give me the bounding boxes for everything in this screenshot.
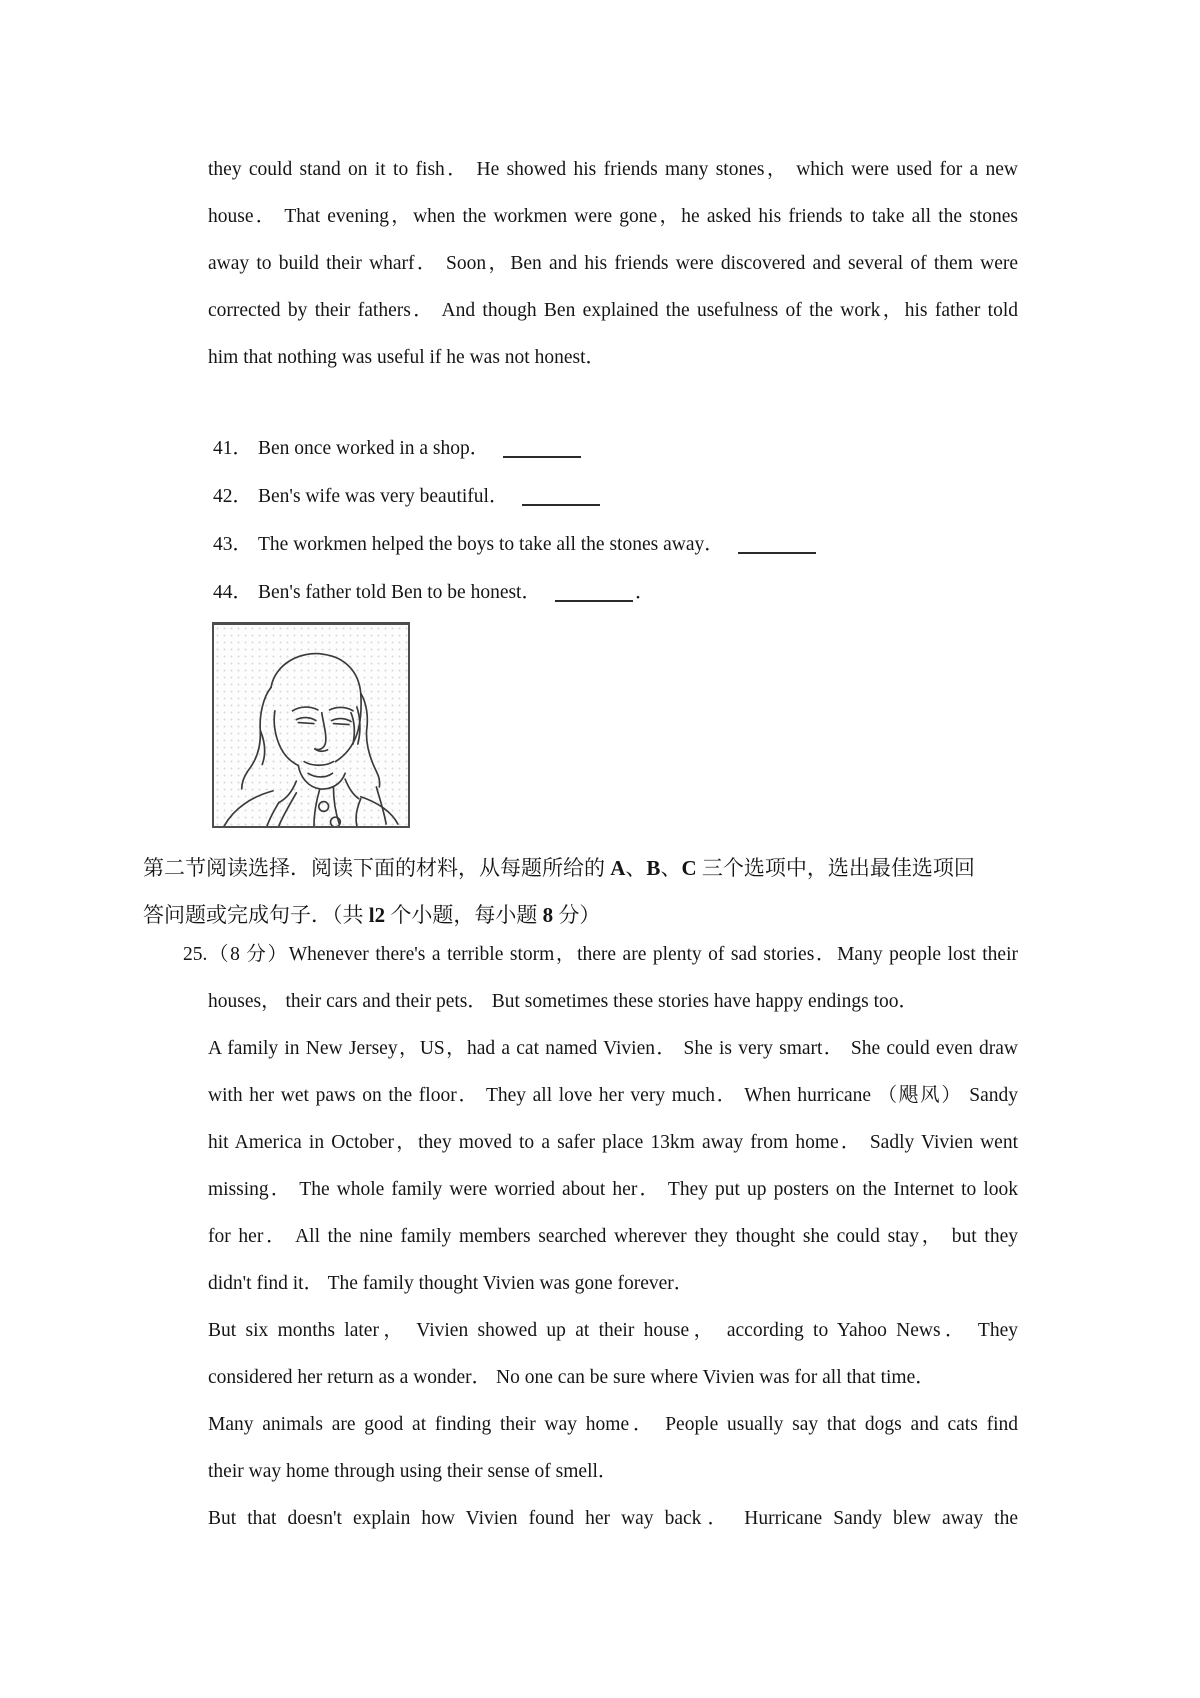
question-number: 44． xyxy=(213,582,253,603)
true-false-questions xyxy=(213,425,1018,617)
header-text: 分） xyxy=(553,903,601,927)
text-line: But that doesn't explain how Vivien found her way back． Hurricane Sandy blew away the xyxy=(208,1508,1018,1529)
header-text: 答问题或完成句子．（共 xyxy=(143,903,369,927)
question-row xyxy=(213,569,1018,617)
header-bold-text: C xyxy=(681,856,697,880)
text-line: houses， their cars and their pets． But sometimes these stories have happy endings too． xyxy=(208,991,918,1012)
text-line: hit America in October，they moved to a safer place 13km away from home． Sadly Vivien went xyxy=(208,1132,1018,1153)
franklin-portrait-figure xyxy=(212,622,410,828)
question-text: Ben's wife was very beautiful． xyxy=(258,486,509,507)
question-number: 43． xyxy=(213,534,253,555)
text-line: their way home through using their sense of smell． xyxy=(208,1461,618,1482)
question-number: 41． xyxy=(213,438,253,459)
text-line: didn't find it． The family thought Vivien was gone forever． xyxy=(208,1273,694,1294)
text-line: away to build their wharf． Soon，Ben and his friends were discovered and several of them were xyxy=(208,253,1018,274)
section-header xyxy=(143,845,1018,939)
question-row xyxy=(213,473,1018,521)
header-bold-text: B xyxy=(646,856,661,880)
text-line: corrected by their fathers． And though Ben explained the usefulness of the work，his father told xyxy=(208,300,1018,321)
header-text: 、 xyxy=(660,856,682,880)
text-line: missing． The whole family were worried about her． They put up posters on the Internet to look xyxy=(208,1179,1018,1200)
question-row xyxy=(213,425,1018,473)
header-text: 三个选项中，选出最佳选项回 xyxy=(696,856,975,880)
reading-passage-25 xyxy=(183,931,1018,1542)
text-line: considered her return as a wonder． No one can be sure where Vivien was for all that time． xyxy=(208,1367,935,1388)
question-row xyxy=(213,521,1018,569)
text-line: they could stand on it to fish． He showed his friends many stones， which were used for a new xyxy=(208,159,1018,180)
text-line: with her wet paws on the floor． They all love her very much． When hurricane （飓风） Sandy xyxy=(208,1085,1018,1106)
header-line xyxy=(143,845,1018,892)
header-bold-text: l2 xyxy=(368,903,386,927)
answer-blank xyxy=(503,444,581,458)
text-line: Many animals are good at finding their way home． People usually say that dogs and cats find xyxy=(208,1414,1018,1435)
question-number: 42． xyxy=(213,486,253,507)
ben-story-paragraph xyxy=(208,146,1018,381)
header-text: 个小题，每小题 xyxy=(385,903,543,927)
question-text: Ben once worked in a shop． xyxy=(258,438,490,459)
question-text: Ben's father told Ben to be honest． xyxy=(258,582,541,603)
text-line: But six months later， Vivien showed up at their house， according to Yahoo News． They xyxy=(208,1320,1018,1341)
text-line: house． That evening，when the workmen were gone，he asked his friends to take all the stones xyxy=(208,206,1018,227)
text-line: 25.（8 分）Whenever there's a terrible storm，there are plenty of sad stories．Many people lost their xyxy=(183,944,1018,965)
text-line: him that nothing was useful if he was not honest． xyxy=(208,347,605,368)
header-text: 、 xyxy=(625,856,647,880)
answer-blank xyxy=(738,540,816,554)
answer-blank xyxy=(555,588,633,602)
franklin-portrait-sketch-icon xyxy=(214,625,408,826)
question-tail: ． xyxy=(634,582,655,603)
text-line: A family in New Jersey，US，had a cat named Vivien． She is very smart． She could even draw xyxy=(208,1038,1018,1059)
text-line: for her． All the nine family members searched wherever they thought she could stay， but they xyxy=(208,1226,1018,1247)
header-bold-text: A xyxy=(610,856,626,880)
header-bold-text: 8 xyxy=(542,903,554,927)
header-text: 第二节阅读选择．阅读下面的材料，从每题所给的 xyxy=(143,856,611,880)
question-text: The workmen helped the boys to take all the stones away． xyxy=(258,534,724,555)
answer-blank xyxy=(522,492,600,506)
